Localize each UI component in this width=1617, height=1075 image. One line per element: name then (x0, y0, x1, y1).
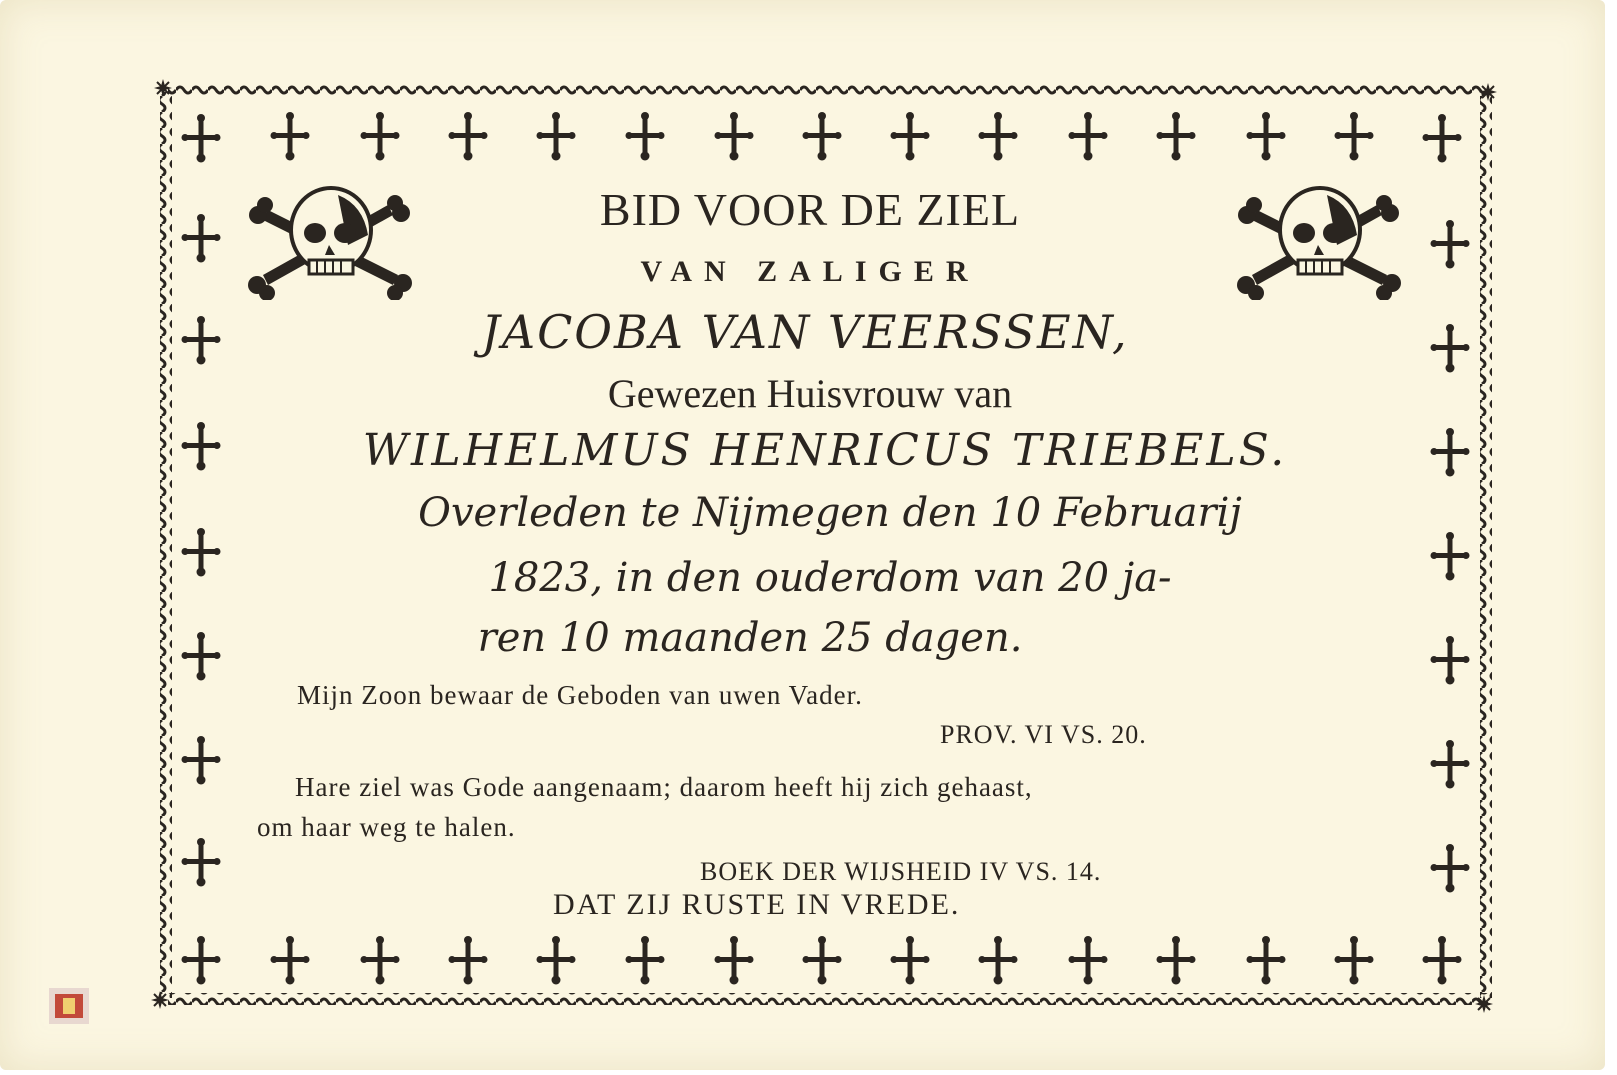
death-line-2: 1823, in den ouderdom van 20 ja- (488, 555, 1172, 601)
archive-logo-icon (49, 988, 89, 1024)
verse-2-reference: BOEK DER WIJSHEID IV VS. 14. (700, 857, 1102, 886)
card-subtitle: VAN ZALIGER (640, 255, 980, 288)
right-cross-column (1431, 220, 1470, 893)
death-line-1: Overleden te Nijmegen den 10 Februarij (418, 490, 1242, 536)
verse-2-line-1: Hare ziel was Gode aangenaam; daarom heeft hij zich gehaast, (295, 772, 1033, 802)
border-bottom (168, 993, 1488, 1005)
border-left (160, 92, 172, 998)
death-line-3: ren 10 maanden 25 dagen. (477, 615, 1023, 661)
verse-1: Mijn Zoon bewaar de Geboden van uwen Vader. (297, 680, 863, 710)
top-cross-row (182, 112, 1462, 163)
border-top (168, 84, 1488, 96)
closing-line: DAT ZIJ RUSTE IN VREDE. (553, 888, 961, 921)
card-title: BID VOOR DE ZIEL (599, 184, 1021, 235)
relation-line: Gewezen Huisvrouw van (607, 371, 1013, 416)
deceased-name: JACOBA VAN VEERSSEN, (481, 305, 1129, 359)
bottom-cross-row (182, 936, 1462, 985)
spouse-name: WILHELMUS HENRICUS TRIEBELS. (362, 425, 1288, 476)
verse-1-reference: PROV. VI VS. 20. (940, 720, 1147, 749)
border-right (1480, 92, 1492, 998)
verse-2-line-2: om haar weg te halen. (257, 812, 516, 842)
